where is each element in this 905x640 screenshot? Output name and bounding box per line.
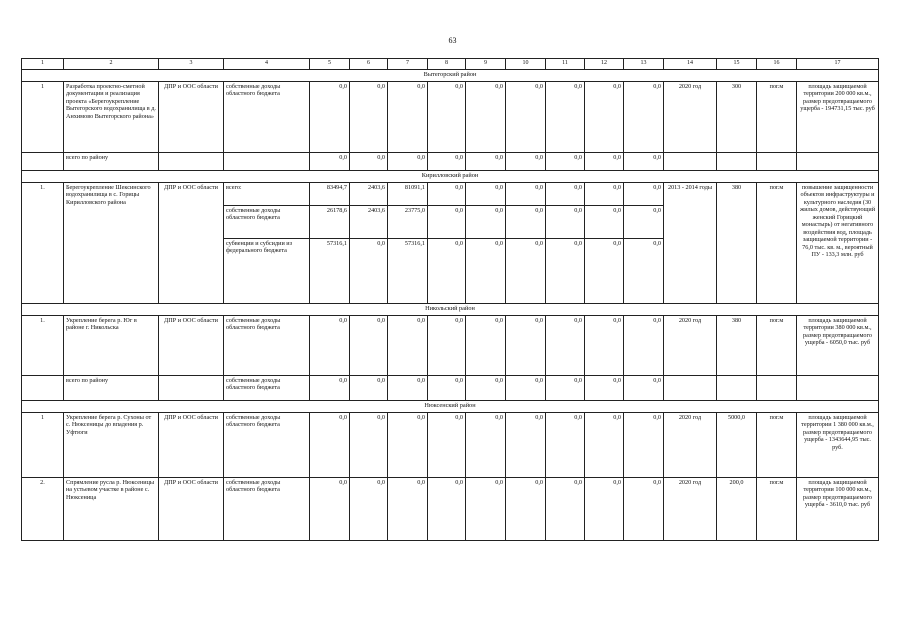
amount-cell: 0,0 [350,153,388,171]
amount-cell: 0,0 [506,153,546,171]
funding-source: собственные доходы областного бюджета [224,316,310,376]
column-number: 17 [797,59,879,70]
executor [159,153,224,171]
amount-cell: 0,0 [350,478,388,541]
project-row [22,478,879,541]
row-number [22,376,64,401]
section-title: Никольский район [22,304,879,316]
funding-source: собственные доходы областного бюджета [224,376,310,401]
amount-cell: 0,0 [388,413,428,478]
total-label: всего по району [64,153,159,171]
empty-cell [664,376,717,401]
project-row [22,316,879,376]
executor [159,376,224,401]
amount-cell: 0,0 [310,376,350,401]
empty-cell [717,376,757,401]
column-number: 2 [64,59,159,70]
amount-cell: 0,0 [624,376,664,401]
section-title: Вытегорский район [22,70,879,82]
amount-cell: 0,0 [428,183,466,206]
project-row [22,413,879,478]
amount-cell: 0,0 [466,316,506,376]
amount-cell: 0,0 [624,153,664,171]
row-number [22,153,64,171]
quantity: 5000,0 [717,413,757,478]
section-header-row [22,401,879,413]
amount-cell: 0,0 [624,316,664,376]
executor: ДПР и ООС области [159,413,224,478]
amount-cell: 0,0 [388,316,428,376]
page-number: 63 [448,36,457,45]
unit: пог.м [757,413,797,478]
amount-cell: 0,0 [466,183,506,206]
column-number-row [22,59,879,70]
section-header-row [22,304,879,316]
amount-cell: 0,0 [310,153,350,171]
column-number: 12 [585,59,624,70]
amount-cell: 0,0 [546,478,585,541]
amount-cell: 0,0 [624,239,664,304]
empty-cell [757,376,797,401]
period: 2020 год [664,316,717,376]
amount-cell: 0,0 [506,478,546,541]
section-header-row [22,70,879,82]
amount-cell: 0,0 [546,376,585,401]
amount-cell: 0,0 [310,316,350,376]
amount-cell: 0,0 [310,413,350,478]
amount-cell: 2403,6 [350,183,388,206]
project-row [22,183,879,206]
amount-cell: 0,0 [585,376,624,401]
funding-source: собственные доходы областного бюджета [224,478,310,541]
amount-cell: 0,0 [506,82,546,153]
amount-cell: 0,0 [388,82,428,153]
amount-cell: 0,0 [350,239,388,304]
amount-cell: 0,0 [388,478,428,541]
amount-cell: 0,0 [388,153,428,171]
executor: ДПР и ООС области [159,478,224,541]
project-row [22,82,879,153]
period: 2020 год [664,413,717,478]
amount-cell: 0,0 [624,82,664,153]
amount-cell: 0,0 [585,82,624,153]
column-number: 14 [664,59,717,70]
amount-cell: 2403,6 [350,206,388,239]
row-number: 1. [22,316,64,376]
period: 2020 год [664,82,717,153]
column-number: 10 [506,59,546,70]
expected-result: площадь защищаемой территории 1 380 000 кв.м., размер предотвращаемого ущерба - 1343644,95 тыс. руб. [797,413,879,478]
amount-cell: 57316,1 [310,239,350,304]
column-number: 7 [388,59,428,70]
empty-cell [797,153,879,171]
period: 2020 год [664,478,717,541]
amount-cell: 0,0 [350,376,388,401]
amount-cell: 0,0 [624,478,664,541]
amount-cell: 0,0 [585,413,624,478]
amount-cell: 0,0 [350,316,388,376]
empty-cell [664,153,717,171]
column-number: 8 [428,59,466,70]
amount-cell: 0,0 [428,316,466,376]
empty-cell [797,376,879,401]
amount-cell: 0,0 [466,239,506,304]
amount-cell: 83494,7 [310,183,350,206]
amount-cell: 81091,1 [388,183,428,206]
amount-cell: 0,0 [466,82,506,153]
amount-cell: 0,0 [428,376,466,401]
quantity: 200,0 [717,478,757,541]
unit: пог.м [757,478,797,541]
unit: пог.м [757,316,797,376]
row-number: 1 [22,82,64,153]
funding-source [224,153,310,171]
total-row [22,376,879,401]
section-title: Нюксенский район [22,401,879,413]
amount-cell: 0,0 [350,82,388,153]
amount-cell: 0,0 [506,316,546,376]
amount-cell: 0,0 [585,478,624,541]
empty-cell [717,153,757,171]
amount-cell: 0,0 [585,153,624,171]
amount-cell: 0,0 [546,153,585,171]
row-number: 1 [22,413,64,478]
amount-cell: 0,0 [506,413,546,478]
amount-cell: 0,0 [585,206,624,239]
column-number: 11 [546,59,585,70]
project-name: Берегоукрепление Шексинского водохранилища в с. Горицы Кирилловского района [64,183,159,304]
amount-cell: 0,0 [428,239,466,304]
project-name: Укрепление берега р. Сухоны от с. Нюксеницы до впадения р. Уфтюги [64,413,159,478]
funding-source: собственные доходы областного бюджета [224,82,310,153]
amount-cell: 0,0 [506,376,546,401]
quantity: 300 [717,82,757,153]
amount-cell: 0,0 [624,206,664,239]
amount-cell: 23775,0 [388,206,428,239]
amount-cell: 0,0 [585,316,624,376]
executor: ДПР и ООС области [159,183,224,304]
amount-cell: 0,0 [546,413,585,478]
column-number: 1 [22,59,64,70]
empty-cell [757,153,797,171]
amount-cell: 0,0 [546,239,585,304]
amount-cell: 0,0 [428,206,466,239]
funding-source: субвенции и субсидии из федерального бюджета [224,239,310,304]
amount-cell: 0,0 [466,478,506,541]
amount-cell: 0,0 [466,376,506,401]
section-title: Кирилловский район [22,171,879,183]
amount-cell: 0,0 [428,153,466,171]
expected-result: площадь защищаемой территории 380 000 кв.м., размер предотвращаемого ущерба - 6050,0 тыс. руб [797,316,879,376]
project-name: Укрепление берега р. Юг в районе г. Никольска [64,316,159,376]
quantity: 380 [717,316,757,376]
column-number: 3 [159,59,224,70]
column-number: 9 [466,59,506,70]
funding-source: собственные доходы областного бюджета [224,413,310,478]
amount-cell: 0,0 [546,183,585,206]
total-label: всего по району [64,376,159,401]
amount-cell: 0,0 [466,206,506,239]
column-number: 13 [624,59,664,70]
amount-cell: 0,0 [428,478,466,541]
project-name: Спрямление русла р. Нюксеницы на устьевом участке в районе с. Нюксеница [64,478,159,541]
total-row [22,153,879,171]
amount-cell: 57316,1 [388,239,428,304]
funding-source: собственные доходы областного бюджета [224,206,310,239]
amount-cell: 0,0 [585,239,624,304]
amount-cell: 0,0 [466,153,506,171]
column-number: 6 [350,59,388,70]
unit: пог.м [757,82,797,153]
quantity: 380 [717,183,757,304]
amount-cell: 0,0 [546,316,585,376]
row-number: 2. [22,478,64,541]
column-number: 5 [310,59,350,70]
amount-cell: 0,0 [466,413,506,478]
amount-cell: 0,0 [310,478,350,541]
amount-cell: 0,0 [624,183,664,206]
executor: ДПР и ООС области [159,316,224,376]
amount-cell: 26178,6 [310,206,350,239]
amount-cell: 0,0 [506,206,546,239]
amount-cell: 0,0 [506,183,546,206]
funding-source: всего: [224,183,310,206]
amount-cell: 0,0 [546,82,585,153]
period: 2013 - 2014 годы [664,183,717,304]
expected-result: повышение защищенности объектов инфраструктуры и культурного наследия (30 жилых домов, действующий женский Горицкий монастырь) от негативного воздействия вод, площадь защищаемой территории - 76,0 тыс. кв. м., вероятный ПУ - 133,3 млн. руб [797,183,879,304]
program-table [21,58,879,541]
expected-result: площадь защищаемой территории 100 000 кв.м., размер предотвращаемого ущерба - 3610,0 тыс. руб [797,478,879,541]
column-number: 15 [717,59,757,70]
row-number: 1. [22,183,64,304]
column-number: 16 [757,59,797,70]
amount-cell: 0,0 [585,183,624,206]
amount-cell: 0,0 [350,413,388,478]
amount-cell: 0,0 [388,376,428,401]
amount-cell: 0,0 [428,413,466,478]
project-name: Разработка проектно-сметной документации и реализация проекта «Берегоукрепление Вытегорского водохранилища в д. Анхимово Вытегорского района» [64,82,159,153]
column-number: 4 [224,59,310,70]
amount-cell: 0,0 [546,206,585,239]
amount-cell: 0,0 [428,82,466,153]
executor: ДПР и ООС области [159,82,224,153]
expected-result: площадь защищаемой территории 200 000 кв.м., размер предотвращаемого ущерба - 194731,15 тыс. руб [797,82,879,153]
section-header-row [22,171,879,183]
unit: пог.м [757,183,797,304]
amount-cell: 0,0 [624,413,664,478]
amount-cell: 0,0 [506,239,546,304]
amount-cell: 0,0 [310,82,350,153]
